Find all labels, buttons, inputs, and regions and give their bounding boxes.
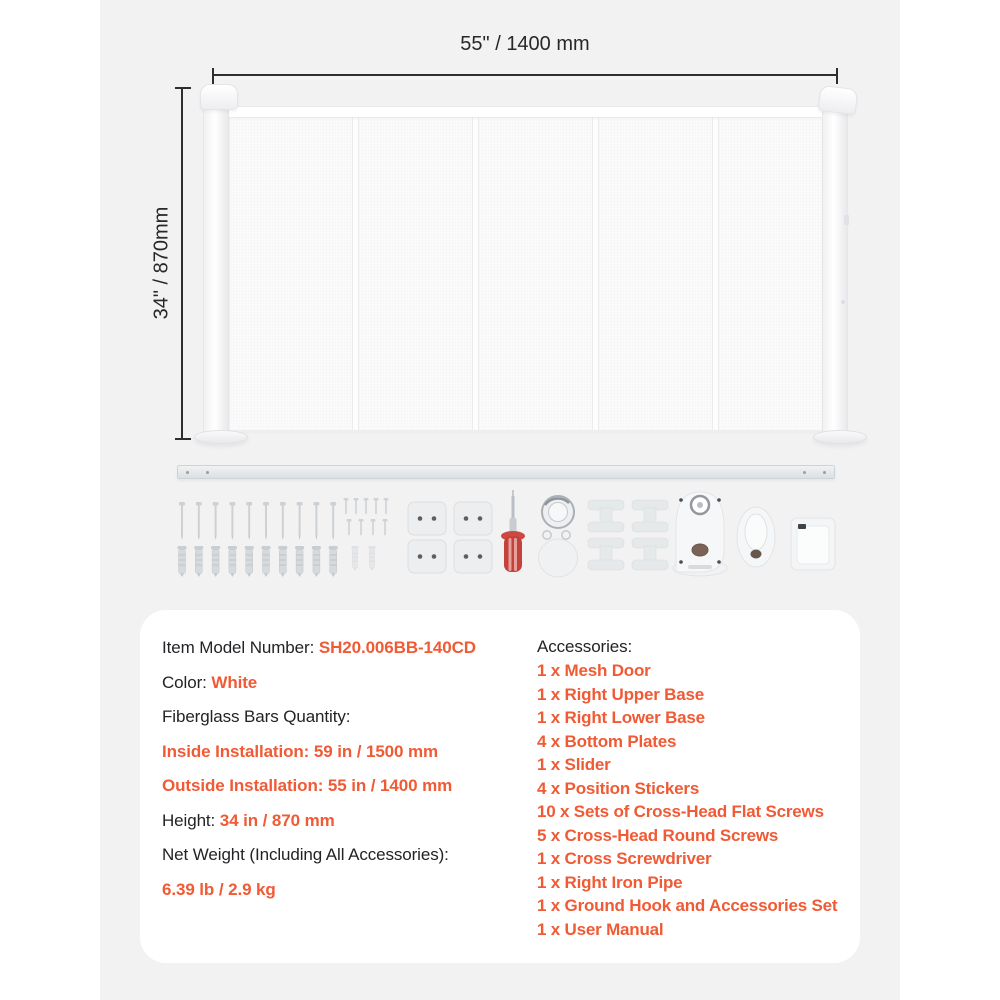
position-clips-icon [588,500,668,570]
slider-icon [737,507,775,567]
accessories-title: Accessories: [537,637,633,656]
spec-row-color: Color: White [162,672,258,692]
washer-rings-icon [543,531,570,539]
spec-row-net-weight: Net Weight (Including All Accessories): [162,845,449,864]
bottom-rail-bar [177,465,835,479]
accessory-box-icon [791,518,835,570]
accessory-item: 5 x Cross-Head Round Screws [537,825,779,845]
wall-anchors-icon [178,546,338,577]
accessory-item: 1 x Right Lower Base [537,708,705,727]
rail-screw-hole [186,471,189,474]
gate-mesh-panel [230,112,828,432]
accessory-item: 10 x Sets of Cross-Head Flat Screws [537,802,824,821]
accessories-list [537,636,847,941]
spec-list [162,637,532,913]
gate-right-base [813,430,867,444]
rail-screw-hole [803,471,806,474]
width-dimension-line [212,74,838,76]
spec-row-model: Item Model Number: SH20.006BB-140CD [162,638,476,657]
mesh-divider [472,112,479,430]
spec-row-height: Height: 34 in / 870 mm [162,810,335,830]
spec-panel [140,610,860,963]
mesh-divider [352,112,359,430]
gate-left-base [194,430,248,444]
accessory-item: 1 x User Manual [537,919,664,939]
accessory-item: 1 x Ground Hook and Accessories Set [537,896,838,915]
round-disc-icon [539,539,578,577]
gate-top-rail [228,106,830,118]
width-dimension-label: 55" / 1400 mm [460,33,590,55]
small-screws-icon [344,498,389,571]
height-dimension-line [181,87,183,440]
rail-screw-hole [823,471,826,474]
flat-screws-icon [179,502,336,540]
gate-right-post [822,102,848,438]
mesh-divider [592,112,599,430]
gate-left-post [203,100,229,438]
accessory-item: 4 x Bottom Plates [537,731,677,751]
round-cap-icon [542,496,574,528]
accessory-item: 4 x Position Stickers [537,778,700,798]
accessory-item: 1 x Slider [537,755,611,774]
gate-latch-detail [844,215,849,225]
accessory-parts-strip [170,488,870,600]
accessory-item: 1 x Right Upper Base [537,684,704,704]
rail-screw-hole [206,471,209,474]
accessory-item: 1 x Mesh Door [537,661,651,680]
cross-screwdriver-icon [501,490,525,572]
accessory-item: 1 x Cross Screwdriver [537,849,712,868]
accessory-item: 1 x Right Iron Pipe [537,872,683,892]
spec-row-weight-value: 6.39 lb / 2.9 kg [162,879,276,899]
bottom-plates-icon [408,502,492,573]
spec-row-bars-quantity: Fiberglass Bars Quantity: [162,707,351,726]
gate-right-cap [818,85,859,115]
right-upper-base-icon [673,492,727,576]
gate-latch-dot [841,300,845,304]
spec-row-inside-installation: Inside Installation: 59 in / 1500 mm [162,741,439,761]
spec-row-outside-installation: Outside Installation: 55 in / 1400 mm [162,776,453,795]
gate-left-cap [200,84,238,110]
mesh-divider [712,112,719,430]
product-infographic: 55" / 1400 mm 34" / 870mm Item Model Number: SH20.006BB-140CD Color: White Fiberglass Bars Quantity: Inside Installation: 59 in / 1500 mm Outside Installation: 55 in / 1400 mm Height: 34 in / 870 mm Net Weight (Including All Accessories): 6.39 lb / 2.9 kg Accessories: 1 x Mesh Door 1 x Right Upper Base 1 x Right Lower Base 4 x Bottom Plates 1 x Slider 4 x Position Stickers 10 x Sets of Cross-Head Flat Screws 5 x Cross-Head Round Screws 1 x Cross Screwdriver 1 x Right Iron Pipe 1 x Ground Hook and Accessories Set 1 x User Manual [100,0,900,1000]
